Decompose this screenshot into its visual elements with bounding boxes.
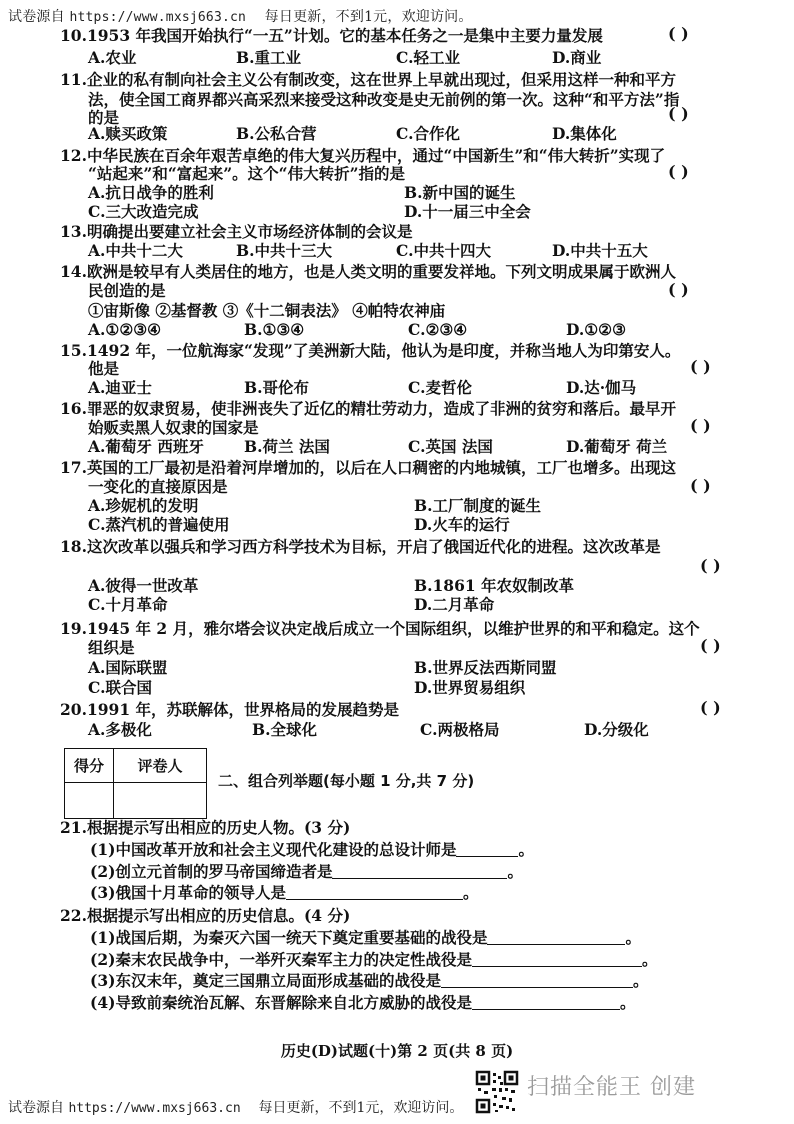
question-19-stem-line-2: 组织是 [88, 638, 135, 657]
question-22-item-4 [90, 993, 635, 1013]
grader-label: 评卷人 [114, 749, 207, 783]
question-17-option-d: D.火车的运行 [414, 515, 510, 534]
item-period: 。 [507, 862, 523, 881]
answer-paren-14: ( ) [668, 280, 689, 299]
question-12-option-d: D.十一届三中全会 [404, 202, 531, 221]
item-period: 。 [518, 840, 534, 859]
question-14-stem-line-1: 14.欧洲是较早有人类居住的地方，也是人类文明的重要发祥地。下列文明成果属于欧洲人 [60, 262, 676, 281]
top-source-banner [8, 6, 473, 26]
answer-paren-19: ( ) [700, 636, 721, 655]
answer-paren-11: ( ) [668, 104, 689, 123]
score-cell [65, 783, 114, 819]
answer-blank[interactable] [441, 972, 633, 988]
answer-blank[interactable] [472, 994, 620, 1010]
question-10-option-c: C.轻工业 [396, 48, 460, 67]
answer-blank[interactable] [286, 884, 463, 900]
item-period: 。 [641, 950, 658, 969]
question-22-item-2 [90, 950, 657, 970]
question-16-option-d: D.葡萄牙 荷兰 [566, 437, 668, 456]
question-11-stem-line-1: 11.企业的私有制向社会主义公有制改变，这在世界上早就出现过，但采用这样一种和平方 [60, 70, 676, 89]
question-18-stem: 18.这次改革以强兵和学习西方科学技术为目标，开启了俄国近代化的进程。这次改革是 [60, 537, 661, 556]
question-16-option-b: B.荷兰 法国 [244, 437, 330, 456]
question-16-stem-line-2: 始贩卖黑人奴隶的国家是 [88, 418, 259, 437]
answer-blank[interactable] [472, 951, 642, 967]
item-text: (4)导致前秦统治瓦解、东晋解除来自北方威胁的战役是 [90, 993, 472, 1012]
question-10-option-b: B.重工业 [236, 48, 301, 67]
item-text: (1)中国改革开放和社会主义现代化建设的总设计师是 [90, 840, 457, 859]
question-11-stem-line-2: 法，使全国工商界都兴高采烈来接受这种改变是史无前例的第一次。这种“和平方法”指 [88, 90, 680, 109]
question-15-option-b: B.哥伦布 [244, 378, 309, 397]
question-10-option-d: D.商业 [552, 48, 602, 67]
question-14-option-d: D.①②③ [566, 320, 626, 339]
question-19-option-d: D.世界贸易组织 [414, 678, 526, 697]
question-20-option-d: D.分级化 [584, 720, 649, 739]
item-period: 。 [625, 928, 641, 947]
question-21-item-1 [90, 840, 534, 860]
question-13-stem: 13.明确提出要建立社会主义市场经济体制的会议是 [60, 222, 413, 241]
question-17-option-a: A.珍妮机的发明 [88, 496, 199, 515]
score-box [64, 748, 207, 819]
question-22-stem: 22.根据提示写出相应的历史信息。(4 分) [60, 906, 351, 925]
question-15-option-a: A.迪亚士 [88, 378, 152, 397]
answer-blank[interactable] [487, 929, 625, 945]
question-14-stem-line-2: 民创造的是 [88, 281, 166, 300]
item-text: (3)东汉末年，奠定三国鼎立局面形成基础的战役是 [90, 971, 441, 990]
answer-paren-20: ( ) [700, 698, 721, 717]
question-21-item-3 [90, 883, 478, 903]
answer-paren-15: ( ) [690, 357, 711, 376]
grader-cell [114, 783, 207, 819]
question-18-option-d: D.二月革命 [414, 595, 495, 614]
question-19-stem-line-1: 19.1945 年 2 月，雅尔塔会议决定战后成立一个国际组织，以维护世界的和平和稳定。这个 [60, 619, 700, 638]
banner-label: 试卷源自 [8, 9, 65, 25]
question-11-option-c: C.合作化 [396, 124, 460, 143]
question-10-option-a: A.农业 [88, 48, 137, 67]
banner-label: 试卷源自 [8, 1100, 64, 1116]
question-17-stem-line-1: 17.英国的工厂最初是沿着河岸增加的，以后在人口稠密的内地城镇，工厂也增多。出现这 [60, 458, 676, 477]
section-2-title: 二、组合列举题(每小题 1 分,共 7 分) [218, 772, 475, 790]
question-13-option-a: A.中共十二大 [88, 241, 183, 260]
answer-paren-18: ( ) [700, 556, 721, 575]
question-16-option-c: C.英国 法国 [408, 437, 493, 456]
question-12-option-a: A.抗日战争的胜利 [88, 183, 214, 202]
score-label: 得分 [65, 749, 114, 783]
scanner-watermark: 扫描全能王 创建 [527, 1075, 696, 1100]
item-text: (2)创立元首制的罗马帝国缔造者是 [90, 862, 333, 881]
question-14-option-b: B.①③④ [244, 320, 305, 339]
question-11-stem-line-3: 的是 [88, 108, 120, 127]
question-12-stem-line-1: 12.中华民族在百余年艰苦卓绝的伟大复兴历程中，通过“中国新生”和“伟大转折”实现了 [60, 146, 666, 165]
question-13-option-d: D.中共十五大 [552, 241, 648, 260]
question-18-option-a: A.彼得一世改革 [88, 576, 199, 595]
item-text: (2)秦末农民战争中，一举歼灭秦军主力的决定性战役是 [90, 950, 472, 969]
banner-tagline: 每日更新，不到1元，欢迎访问。 [258, 1100, 464, 1116]
item-text: (3)俄国十月革命的领导人是 [90, 883, 286, 902]
question-12-option-b: B.新中国的诞生 [404, 183, 516, 202]
question-14-option-a: A.①②③④ [88, 320, 162, 339]
question-15-stem-line-2: 他是 [88, 359, 120, 378]
bottom-source-banner [8, 1097, 463, 1117]
question-11-option-b: B.公私合营 [236, 124, 317, 143]
answer-paren-16: ( ) [690, 416, 711, 435]
banner-url[interactable]: https://www.mxsj663.cn [69, 10, 247, 25]
question-17-option-c: C.蒸汽机的普遍使用 [88, 515, 230, 534]
answer-blank[interactable] [456, 841, 518, 857]
answer-paren-17: ( ) [690, 476, 711, 495]
question-17-stem-line-2: 一变化的直接原因是 [88, 477, 228, 496]
answer-blank[interactable] [332, 863, 507, 879]
question-11-option-d: D.集体化 [552, 124, 617, 143]
qr-code-icon [475, 1070, 519, 1114]
answer-paren-10: ( ) [668, 24, 689, 43]
banner-tagline: 每日更新，不到1元，欢迎访问。 [264, 9, 473, 25]
question-12-stem-line-2: “站起来”和“富起来”。这个“伟大转折”指的是 [88, 164, 405, 183]
question-16-option-a: A.葡萄牙 西班牙 [88, 437, 204, 456]
question-19-option-c: C.联合国 [88, 678, 152, 697]
question-17-option-b: B.工厂制度的诞生 [414, 496, 541, 515]
answer-paren-12: ( ) [668, 162, 689, 181]
question-18-option-c: C.十月革命 [88, 595, 168, 614]
item-period: 。 [462, 883, 479, 902]
question-20-stem: 20.1991 年，苏联解体，世界格局的发展趋势是 [60, 700, 400, 719]
item-period: 。 [632, 971, 649, 990]
question-15-option-d: D.达·伽马 [566, 378, 637, 397]
question-11-option-a: A.赎买政策 [88, 124, 168, 143]
question-16-stem-line-1: 16.罪恶的奴隶贸易，使非洲丧失了近亿的精壮劳动力，造成了非洲的贫穷和落后。最早开 [60, 399, 676, 418]
item-period: 。 [619, 993, 636, 1012]
question-13-option-b: B.中共十三大 [236, 241, 332, 260]
question-19-option-b: B.世界反法西斯同盟 [414, 658, 557, 677]
question-20-option-a: A.多极化 [88, 720, 152, 739]
question-14-option-c: C.②③④ [408, 320, 468, 339]
question-21-stem: 21.根据提示写出相应的历史人物。(3 分) [60, 818, 351, 837]
question-15-option-c: C.麦哲伦 [408, 378, 472, 397]
question-22-item-1 [90, 928, 641, 948]
banner-url[interactable]: https://www.mxsj663.cn [68, 1101, 241, 1116]
question-20-option-b: B.全球化 [252, 720, 317, 739]
page-footer: 历史(D)试题(十)第 2 页(共 8 页) [280, 1042, 514, 1060]
question-15-stem-line-1: 15.1492 年，一位航海家“发现”了美洲新大陆，他认为是印度，并称当地人为印第安人。 [60, 341, 681, 360]
question-12-option-c: C.三大改造完成 [88, 202, 199, 221]
question-22-item-3 [90, 971, 648, 991]
question-14-choices: ①宙斯像 ②基督教 ③《十二铜表法》 ④帕特农神庙 [88, 301, 446, 320]
question-20-option-c: C.两极格局 [420, 720, 500, 739]
question-10-stem: 10.1953 年我国开始执行“一五”计划。它的基本任务之一是集中主要力量发展 [60, 26, 603, 45]
item-text: (1)战国后期，为秦灭六国一统天下奠定重要基础的战役是 [90, 928, 488, 947]
question-19-option-a: A.国际联盟 [88, 658, 168, 677]
question-18-option-b: B.1861 年农奴制改革 [414, 576, 575, 595]
question-21-item-2 [90, 862, 523, 882]
question-13-option-c: C.中共十四大 [396, 241, 491, 260]
